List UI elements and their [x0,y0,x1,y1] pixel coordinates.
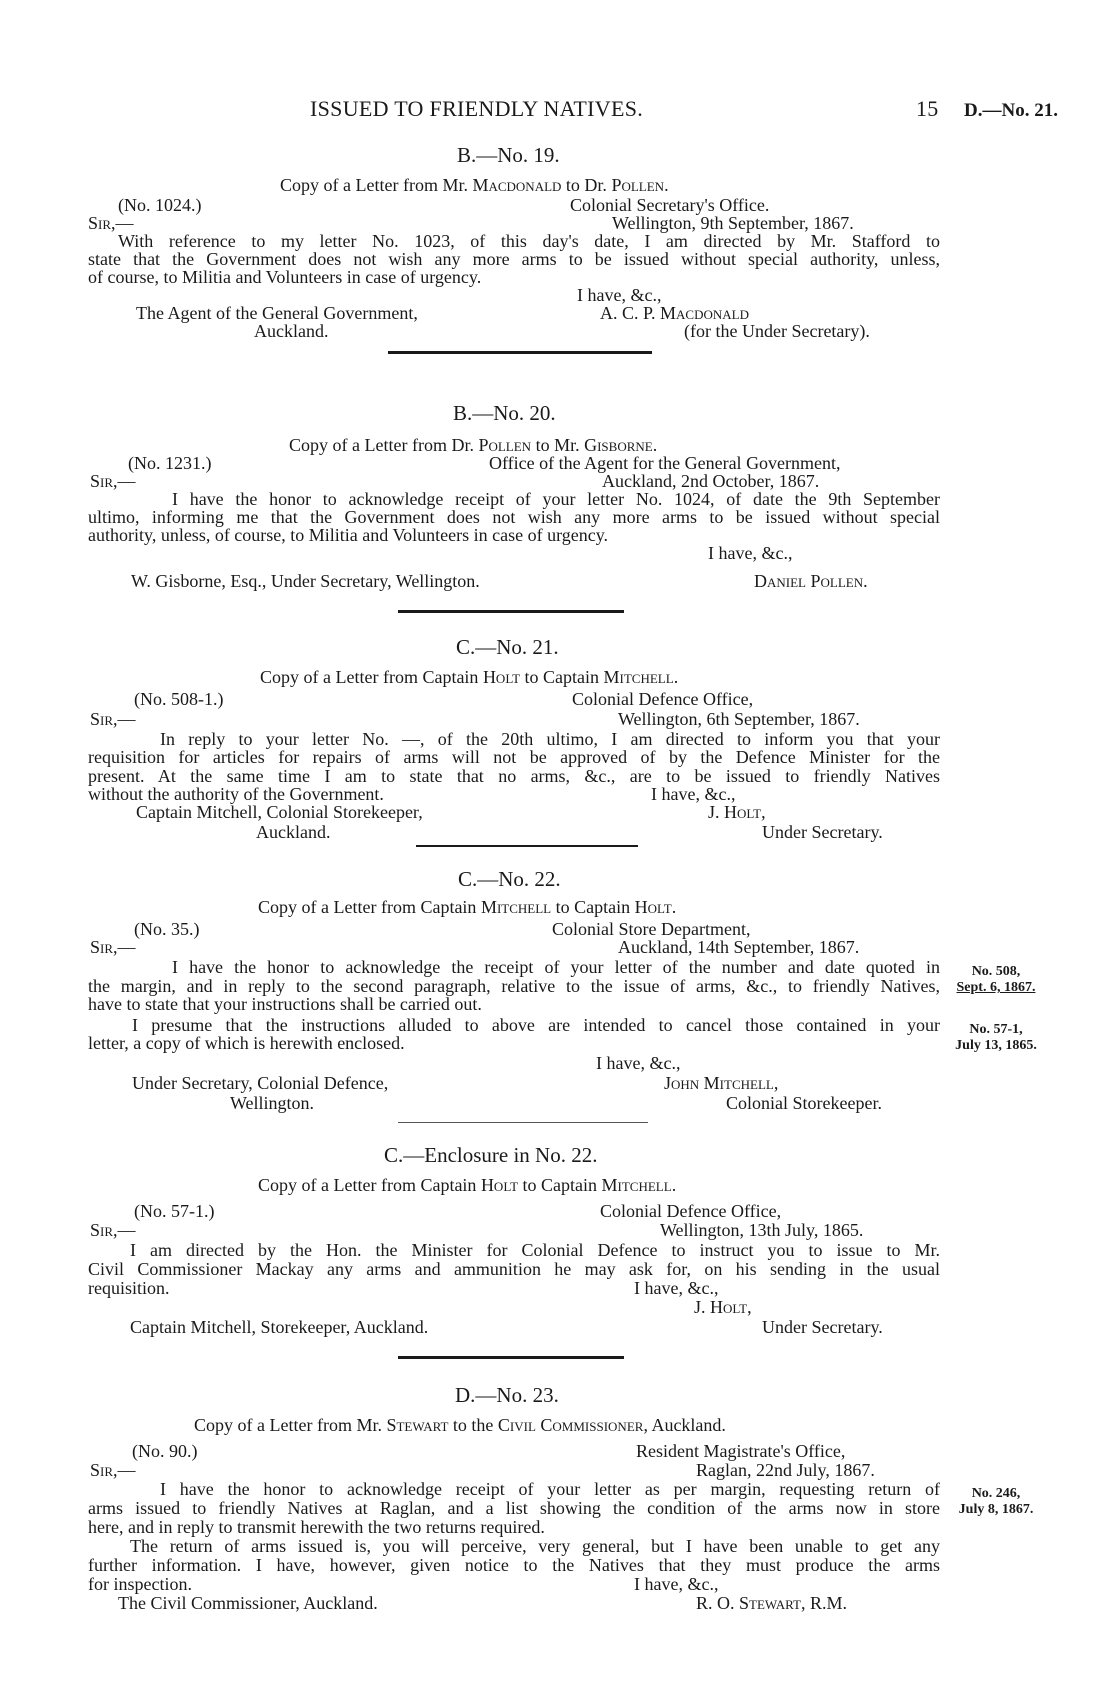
body-line: of course, to Militia and Volunteers in case of urgency. [88,267,482,287]
letter-office: Colonial Defence Office, [600,1201,782,1221]
signature-title: (for the Under Secretary). [684,321,870,341]
closing: I have, &c., [651,784,736,804]
addressee: The Civil Commissioner, Auckland. [118,1593,378,1613]
body-line: for inspection. [88,1574,192,1594]
margin-note: No. 508, Sept. 6, 1867. [956,964,1036,995]
body-line: I presume that the instructions alluded to above are intended to cancel those contained in your [132,1015,940,1035]
place-date: Auckland, 2nd October, 1867. [602,471,820,491]
closing: I have, &c., [708,543,793,563]
body-line: the margin, and in reply to the second paragraph, relative to the issue of arms, &c., to friendly Natives, [88,976,940,996]
signature-title: Under Secretary. [762,1317,883,1337]
body-line: requisition. [88,1278,170,1298]
letter-office: Resident Magistrate's Office, [636,1441,846,1461]
closing: I have, &c., [634,1278,719,1298]
body-line: I am directed by the Hon. the Minister for Colonial Defence to instruct you to issue to Mr. [130,1240,940,1260]
letter-heading: C.—Enclosure in No. 22. [384,1143,598,1167]
letter-subtitle: Copy of a Letter from Captain Holt to Captain Mitchell. [258,1175,677,1195]
signature: A. C. P. Macdonald [600,303,749,323]
body-line: With reference to my letter No. 1023, of this day's date, I am directed by Mr. Stafford to [118,231,940,251]
letter-office: Colonial Secretary's Office. [570,195,770,215]
letter-heading: D.—No. 23. [455,1383,559,1407]
salutation: Sir,— [90,1220,136,1240]
body-line: without the authority of the Government. [88,784,384,804]
salutation: Sir,— [88,213,134,233]
signature: J. Holt, [708,802,766,822]
place-date: Wellington, 9th September, 1867. [612,213,854,233]
letter-heading: C.—No. 22. [458,867,561,891]
letter-subtitle: Copy of a Letter from Mr. Stewart to the Civil Commissioner, Auckland. [194,1415,726,1435]
salutation: Sir,— [90,471,136,491]
section-divider [398,1122,648,1123]
letter-office: Colonial Defence Office, [572,689,754,709]
body-line: I have the honor to acknowledge the receipt of your letter of the number and date quoted in [172,957,940,977]
body-line: ultimo, informing me that the Government does not wish any more arms to be issued without special [88,507,940,527]
signature-title: Colonial Storekeeper. [726,1093,882,1113]
letter-office: Colonial Store Department, [552,919,751,939]
body-line: I have the honor to acknowledge receipt of your letter No. 1024, of date the 9th September [172,489,940,509]
section-divider [398,610,624,613]
letter-subtitle: Copy of a Letter from Dr. Pollen to Mr. Gisborne. [289,435,658,455]
signature-title: Under Secretary. [762,822,883,842]
document-reference: D.—No. 21. [964,100,1058,121]
salutation: Sir,— [90,1460,136,1480]
closing: I have, &c., [634,1574,719,1594]
letter-office: Office of the Agent for the General Government, [489,453,841,473]
addressee: W. Gisborne, Esq., Under Secretary, Wellington. [131,571,480,591]
addressee: The Agent of the General Government, [136,303,418,323]
body-line: I have the honor to acknowledge receipt of your letter as per margin, requesting return of [160,1479,940,1499]
body-line: further information. I have, however, given notice to the Natives that they must produce the arms [88,1555,940,1575]
letter-number: (No. 35.) [134,919,200,939]
addressee-place: Auckland. [256,822,331,842]
body-line: state that the Government does not wish any more arms to be issued without special authority, unless, [88,249,940,269]
salutation: Sir,— [90,937,136,957]
place-date: Auckland, 14th September, 1867. [618,937,860,957]
body-line: have to state that your instructions shall be carried out. [88,994,482,1014]
margin-note: No. 57-1, July 13, 1865. [955,1022,1037,1053]
margin-note: No. 246, July 8, 1867. [958,1486,1034,1517]
letter-subtitle: Copy of a Letter from Mr. Macdonald to Dr. Pollen. [280,175,669,195]
body-line: here, and in reply to transmit herewith the two returns required. [88,1517,545,1537]
body-line: Civil Commissioner Mackay any arms and ammunition he may ask for, on his sending in the usual [88,1259,940,1279]
body-line: authority, unless, of course, to Militia and Volunteers in case of urgency. [88,525,609,545]
letter-number: (No. 1024.) [118,195,202,215]
page-header-title: ISSUED TO FRIENDLY NATIVES. [310,96,644,121]
letter-number: (No. 1231.) [128,453,212,473]
addressee: Captain Mitchell, Colonial Storekeeper, [136,802,423,822]
section-divider [416,845,638,847]
letter-heading: C.—No. 21. [456,635,559,659]
letter-heading: B.—No. 19. [457,143,560,167]
closing: I have, &c., [577,285,662,305]
letter-subtitle: Copy of a Letter from Captain Mitchell to Captain Holt. [258,897,677,917]
place-date: Wellington, 6th September, 1867. [618,709,860,729]
body-line: The return of arms issued is, you will perceive, very general, but I have been unable to get any [130,1536,940,1556]
body-line: In reply to your letter No. —, of the 20th ultimo, I am directed to inform you that your [160,729,940,749]
addressee: Captain Mitchell, Storekeeper, Auckland. [130,1317,429,1337]
letter-heading: B.—No. 20. [453,401,556,425]
addressee: Under Secretary, Colonial Defence, [132,1073,389,1093]
letter-number: (No. 90.) [132,1441,198,1461]
letter-number: (No. 57-1.) [134,1201,215,1221]
letter-number: (No. 508-1.) [134,689,224,709]
place-date: Raglan, 22nd July, 1867. [696,1460,875,1480]
closing: I have, &c., [596,1053,681,1073]
place-date: Wellington, 13th July, 1865. [660,1220,864,1240]
addressee-place: Wellington. [230,1093,315,1113]
body-line: letter, a copy of which is herewith enclosed. [88,1033,405,1053]
section-divider [398,1356,624,1359]
body-line: present. At the same time I am to state that no arms, &c., are to be issued to friendly Natives [88,766,940,786]
signature: Daniel Pollen. [754,571,868,591]
letter-subtitle: Copy of a Letter from Captain Holt to Captain Mitchell. [260,667,679,687]
body-line: requisition for articles for repairs of arms will not be approved of by the Defence Minister for the [88,747,940,767]
signature: J. Holt, [694,1297,752,1317]
salutation: Sir,— [90,709,136,729]
addressee-place: Auckland. [254,321,329,341]
body-line: arms issued to friendly Natives at Raglan, and a list showing the condition of the arms now in store [88,1498,940,1518]
page-number: 15 [916,96,939,121]
signature: R. O. Stewart, R.M. [696,1593,847,1613]
signature: John Mitchell, [664,1073,779,1093]
section-divider [388,351,652,354]
